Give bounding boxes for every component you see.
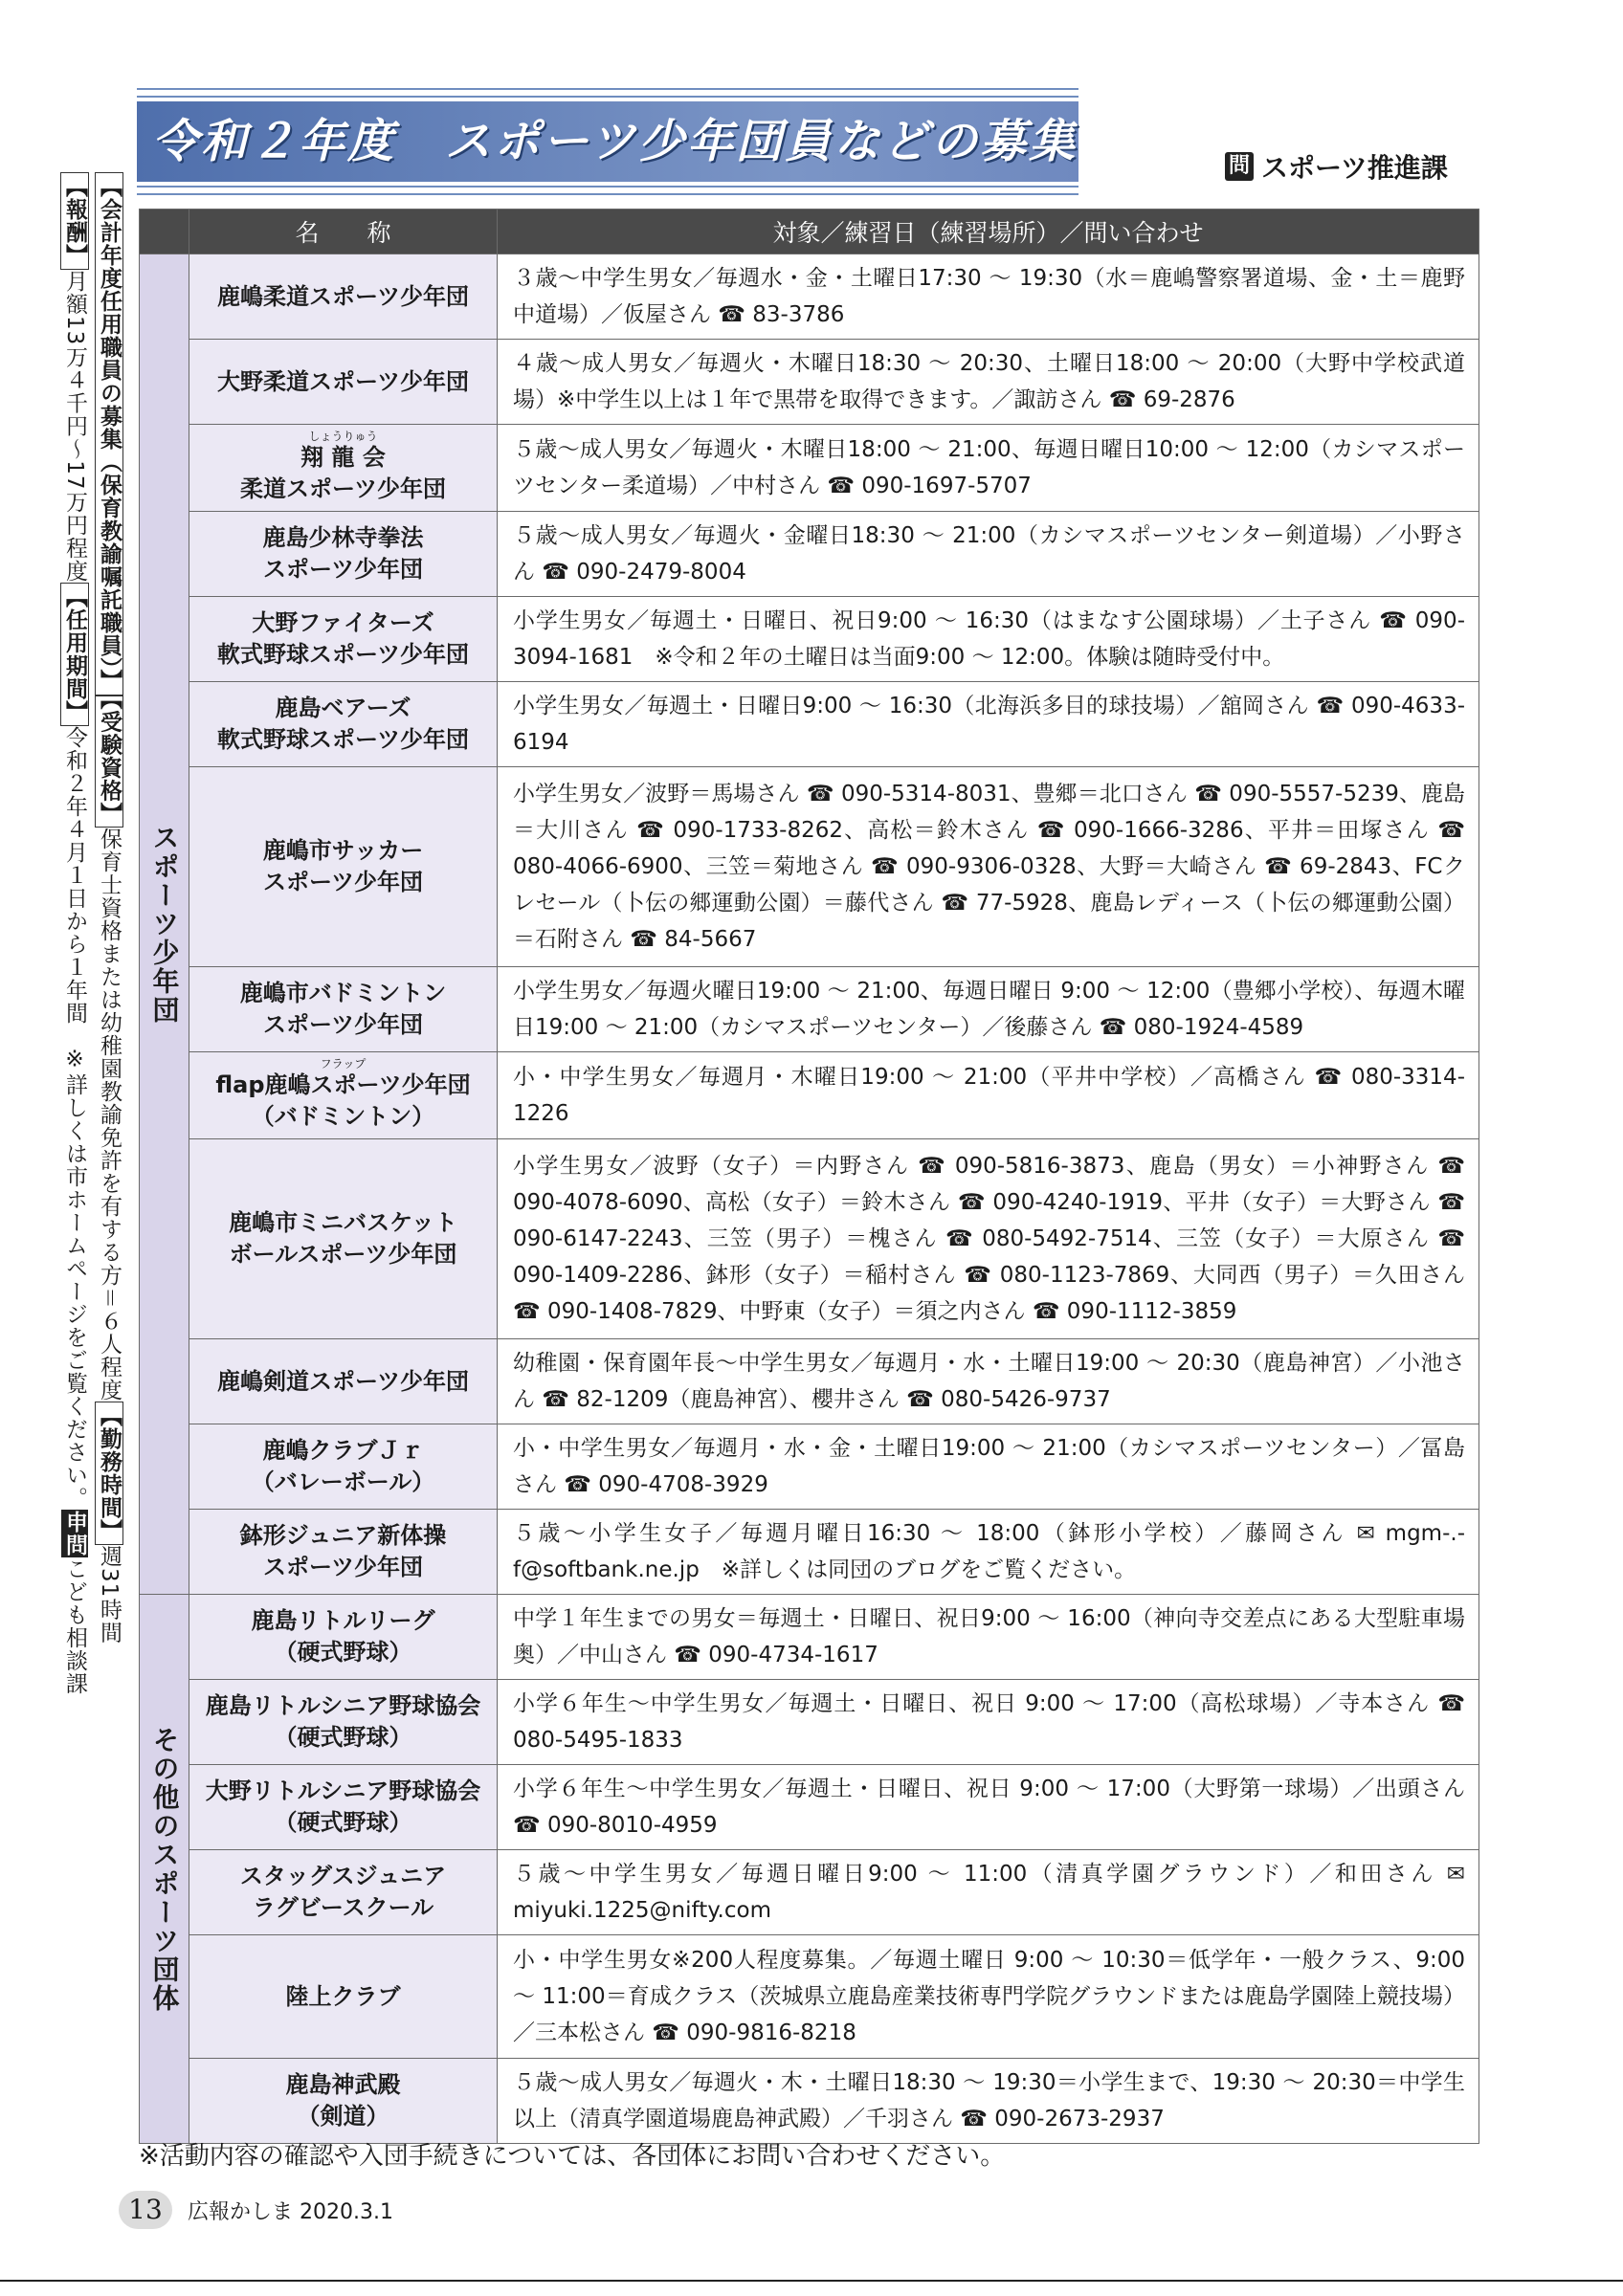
department-label: スポーツ推進課 — [1261, 152, 1448, 184]
table-header-row — [140, 210, 1479, 254]
recruitment-table — [139, 209, 1479, 2144]
org-info: 小学生男女／毎週土・日曜日、祝日9:00 ～ 16:30（はまなす公園球場）／土子さん ☎ 090-3094-1681 ※令和２年の土曜日は当面9:00 ～ 12:00。体験は随時受付中。 — [498, 597, 1479, 682]
term-label: 【任用期間】 — [60, 583, 89, 726]
org-name: スタッグスジュニア ラグビースクール — [189, 1850, 498, 1935]
org-info: 小学生男女／波野＝馬場さん ☎ 090-5314-8031、豊郷＝北口さん ☎ 090-5557-5239、鹿島＝大川さん ☎ 090-1733-8262、高松＝鈴木さん ☎ 090-1666-3286、平井＝田塚さん ☎ 080-4066-6900、三笠＝菊地さん ☎ 090-9306-0328、大野＝大崎さん ☎ 69-2843、FCクレセール（卜伝の郷運動公園）＝藤代さん ☎ 77-5928、鹿島レディース（卜伝の郷運動公園）＝石附さん ☎ 84-5667 — [498, 767, 1479, 967]
org-name: しょうりゅう 翔 龍 会 柔道スポーツ少年団 — [189, 425, 498, 512]
org-name: 鹿島神武殿 （剣道） — [189, 2059, 498, 2144]
table-row — [140, 254, 1479, 340]
table-row — [140, 1052, 1479, 1139]
org-info: ５歳～成人男女／毎週火・金曜日18:30 ～ 21:00（カシマスポーツセンター剣道場）／小野さん ☎ 090-2479-8004 — [498, 512, 1479, 597]
org-name: 鹿嶋クラブＪｒ （バレーボール） — [189, 1424, 498, 1510]
org-info: ５歳～中学生男女／毎週日曜日9:00 ～ 11:00（清真学園グラウンド）／和田さん ✉ miyuki.1225@nifty.com — [498, 1850, 1479, 1935]
table-row — [140, 597, 1479, 682]
org-info: 小学生男女／波野（女子）＝内野さん ☎ 090-5816-3873、鹿島（男女）＝小神野さん ☎ 090-4078-6090、高松（女子）＝鈴木さん ☎ 090-4240-1919、平井（女子）＝大野さん ☎ 090-6147-2243、三笠（男子）＝槐さん ☎ 080-5492-7514、三笠（女子）＝大原さん ☎ 090-1409-2286、鉢形（女子）＝稲村さん ☎ 080-1123-7869、大同西（男子）＝久田さん ☎ 090-1408-7829、中野東（女子）＝須之内さん ☎ 090-1112-3859 — [498, 1139, 1479, 1339]
org-info: 小・中学生男女※200人程度募集。／毎週土曜日 9:00 ～ 10:30＝低学年・一般クラス、9:00 ～ 11:00＝育成クラス（茨城県立鹿島産業技術専門学院グラウンドまたは鹿島学園陸上競技場）／三本松さん ☎ 090-9816-8218 — [498, 1935, 1479, 2059]
org-name: 大野リトルシニア野球協会 （硬式野球） — [189, 1765, 498, 1850]
org-info: 小学６年生～中学生男女／毎週土・日曜日、祝日 9:00 ～ 17:00（高松球場）／寺本さん ☎ 080-5495-1833 — [498, 1680, 1479, 1765]
table-row — [140, 1850, 1479, 1935]
qualification-label: 【受験資格】 — [95, 695, 123, 828]
org-info: ５歳～成人男女／毎週火・木曜日18:00 ～ 21:00、毎週日曜日10:00 ～ 12:00（カシマスポーツセンター柔道場）／中村さん ☎ 090-1697-5707 — [498, 425, 1479, 512]
org-name: 鹿島ベアーズ 軟式野球スポーツ少年団 — [189, 682, 498, 767]
table-row — [140, 1595, 1479, 1680]
side-notice-column — [50, 172, 126, 1722]
org-info: 小・中学生男女／毎週月・水・金・土曜日19:00 ～ 21:00（カシマスポーツセンター）／冨島さん ☎ 090-4708-3929 — [498, 1424, 1479, 1510]
org-name: 鹿島少林寺拳法 スポーツ少年団 — [189, 512, 498, 597]
org-name: 鹿嶋市バドミントン スポーツ少年団 — [189, 967, 498, 1052]
table-row — [140, 1339, 1479, 1424]
work-hours-label: 【勤務時間】 — [95, 1402, 123, 1545]
bottom-rule — [0, 2280, 1623, 2282]
category-other-sports: その他のスポーツ団体 — [140, 1595, 189, 2144]
page-number: 13 — [119, 2191, 172, 2229]
work-hours-text: 週31時間 — [97, 1545, 122, 1645]
table-row — [140, 1935, 1479, 2059]
org-info: 幼稚園・保育園年長～中学生男女／毎週月・水・土曜日19:00 ～ 20:30（鹿島神宮）／小池さん ☎ 82-1209（鹿島神宮）、櫻井さん ☎ 080-5426-9737 — [498, 1339, 1479, 1424]
table-row — [140, 1424, 1479, 1510]
org-info: ３歳～中学生男女／毎週水・金・土曜日17:30 ～ 19:30（水＝鹿嶋警察署道場、金・土＝鹿野中道場）／仮屋さん ☎ 83-3786 — [498, 254, 1479, 340]
table-row — [140, 1510, 1479, 1595]
org-info: 小学生男女／毎週火曜日19:00 ～ 21:00、毎週日曜日 9:00 ～ 12:00（豊郷小学校）、毎週木曜日19:00 ～ 21:00（カシマスポーツセンター）／後藤さん ☎ 080-1924-4589 — [498, 967, 1479, 1052]
page-title: 令和２年度 スポーツ少年団員などの募集 — [137, 101, 1078, 182]
table-row — [140, 1139, 1479, 1339]
header-corner — [140, 210, 189, 254]
table-row — [140, 340, 1479, 425]
header-info: 対象／練習日（練習場所）／問い合わせ — [498, 210, 1479, 254]
org-info: 小学生男女／毎週土・日曜日9:00 ～ 16:30（北海浜多目的球技場）／舘岡さん ☎ 090-4633-6194 — [498, 682, 1479, 767]
contact-dept-text: こども相談課 — [62, 1556, 87, 1695]
org-name: 大野ファイターズ 軟式野球スポーツ少年団 — [189, 597, 498, 682]
org-name: フラップ flap鹿嶋スポーツ少年団 （バドミントン） — [189, 1052, 498, 1139]
org-info: ４歳～成人男女／毎週火・木曜日18:30 ～ 20:30、土曜日18:00 ～ 20:00（大野中学校武道場）※中学生以上は１年で黒帯を取得できます。／諏訪さん ☎ 69-2876 — [498, 340, 1479, 425]
inquiry-icon: 問 — [1225, 152, 1254, 181]
table-row — [140, 2059, 1479, 2144]
table-row — [140, 967, 1479, 1052]
org-info: ５歳～小学生女子／毎週月曜日16:30 ～ 18:00（鉢形小学校）／藤岡さん ✉ mgm-.-f@softbank.ne.jp ※詳しくは同団のブログをご覧ください。 — [498, 1510, 1479, 1595]
table-row — [140, 1765, 1479, 1850]
org-name: 鹿嶋市サッカー スポーツ少年団 — [189, 767, 498, 967]
department-contact — [1225, 147, 1448, 186]
term-text: 令和２年４月１日から１年間 ※詳しくは市ホームページをご覧ください。 — [62, 725, 87, 1510]
org-name: 鹿嶋柔道スポーツ少年団 — [189, 254, 498, 340]
org-info: 中学１年生までの男女＝毎週土・日曜日、祝日9:00 ～ 16:00（神向寺交差点にある大型駐車場奥）／中山さん ☎ 090-4734-1617 — [498, 1595, 1479, 1680]
org-name: 鉢形ジュニア新体操 スポーツ少年団 — [189, 1510, 498, 1595]
table-row — [140, 512, 1479, 597]
org-name: 鹿島リトルシニア野球協会 （硬式野球） — [189, 1680, 498, 1765]
category-sports-youth: スポーツ少年団 — [140, 254, 189, 1595]
table-row — [140, 682, 1479, 767]
publication-name: 広報かしま 2020.3.1 — [188, 2199, 393, 2224]
org-name: 鹿嶋市ミニバスケット ボールスポーツ少年団 — [189, 1139, 498, 1339]
table-row — [140, 425, 1479, 512]
apply-inquire-badge: 申問 — [62, 1510, 87, 1556]
org-info: 小学６年生～中学生男女／毎週土・日曜日、祝日 9:00 ～ 17:00（大野第一球場）／出頭さん ☎ 090-8010-4959 — [498, 1765, 1479, 1850]
title-banner — [137, 88, 1078, 195]
qualification-text: 保育士資格または幼稚園教諭免許を有する方＝６人程度 — [97, 828, 122, 1402]
salary-text: 月額13万４千円～17万円程度 — [62, 270, 87, 583]
header-name: 名 称 — [189, 210, 498, 254]
page-footer — [119, 2191, 393, 2229]
notice-heading: 【会計年度任用職員の募集（保育教諭嘱託職員）】 — [95, 172, 123, 695]
org-info: 小・中学生男女／毎週月・木曜日19:00 ～ 21:00（平井中学校）／高橋さん ☎ 080-3314-1226 — [498, 1052, 1479, 1139]
org-name: 鹿島リトルリーグ （硬式野球） — [189, 1595, 498, 1680]
salary-label: 【報酬】 — [60, 172, 89, 270]
org-name: 陸上クラブ — [189, 1935, 498, 2059]
table-row — [140, 1680, 1479, 1765]
footnote: ※活動内容の確認や入団手続きについては、各団体にお問い合わせください。 — [139, 2142, 1006, 2171]
table-row — [140, 767, 1479, 967]
org-name: 大野柔道スポーツ少年団 — [189, 340, 498, 425]
org-info: ５歳～成人男女／毎週火・木・土曜日18:30 ～ 19:30＝小学生まで、19:30 ～ 20:30＝中学生以上（清真学園道場鹿島神武殿）／千羽さん ☎ 090-2673-2937 — [498, 2059, 1479, 2144]
org-name: 鹿嶋剣道スポーツ少年団 — [189, 1339, 498, 1424]
